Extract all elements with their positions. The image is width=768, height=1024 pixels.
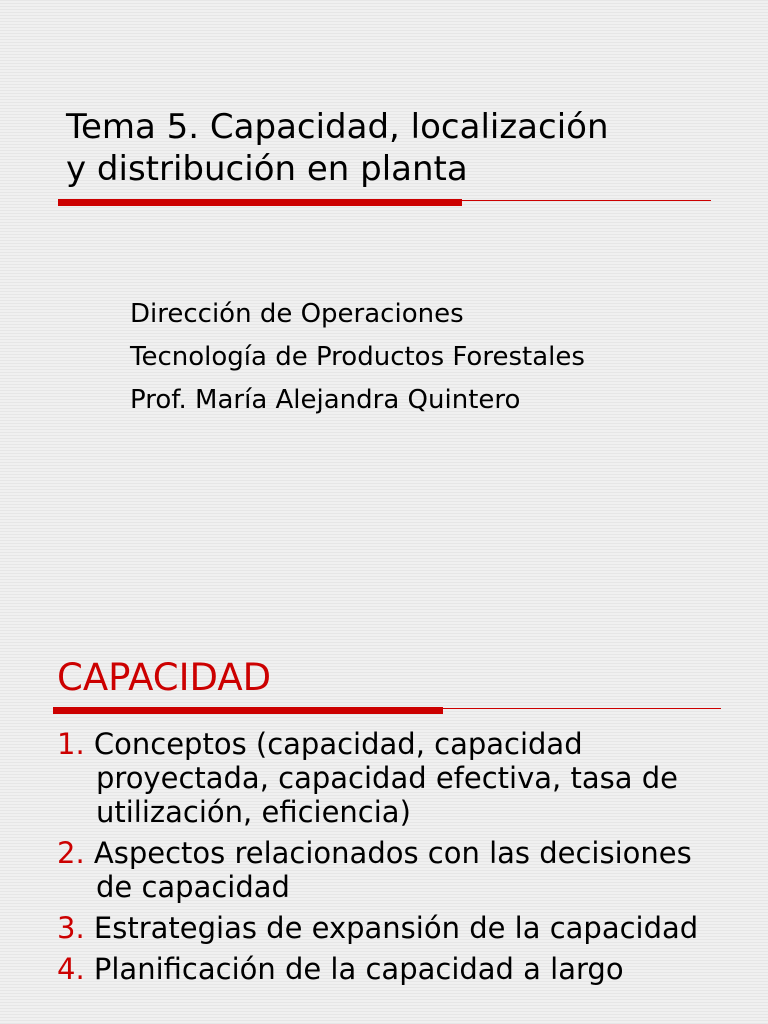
subtitle-list: [130, 293, 585, 422]
list-item: [57, 911, 717, 945]
section-underline-thin: [443, 708, 721, 709]
professor-name: Prof. María Alejandra Quintero: [130, 385, 521, 415]
course-name: Dirección de Operaciones: [130, 299, 464, 329]
item-number: 2.: [57, 836, 85, 870]
item-number: 3.: [57, 911, 85, 945]
section-underline-thick: [53, 707, 443, 714]
section-title-underline: [53, 707, 721, 717]
slide-title-line-1: Tema 5. Capacidad, localización: [66, 107, 609, 147]
content-slide: [0, 520, 768, 1024]
list-item: [57, 836, 717, 904]
program-name: Tecnología de Productos Forestales: [130, 342, 585, 372]
item-text: Estrategias de expansión de la capacidad: [93, 911, 699, 945]
slide-title-line-2: y distribución en planta: [66, 149, 468, 189]
title-underline-thick: [58, 199, 462, 206]
list-item: [57, 952, 717, 986]
section-title: CAPACIDAD: [57, 656, 272, 699]
item-text: Aspectos relacionados con las decisiones de capacidad: [93, 836, 692, 904]
topic-list: [57, 727, 717, 993]
slide-title: [66, 106, 726, 190]
list-item: [57, 727, 717, 829]
item-text: Conceptos (capacidad, capacidad proyectada, capacidad efectiva, tasa de utilización, eficiencia): [93, 727, 678, 829]
item-text: Planificación de la capacidad a largo: [93, 952, 624, 986]
title-underline: [58, 199, 711, 209]
item-number: 4.: [57, 952, 85, 986]
title-underline-thin: [462, 200, 711, 201]
item-number: 1.: [57, 727, 85, 761]
